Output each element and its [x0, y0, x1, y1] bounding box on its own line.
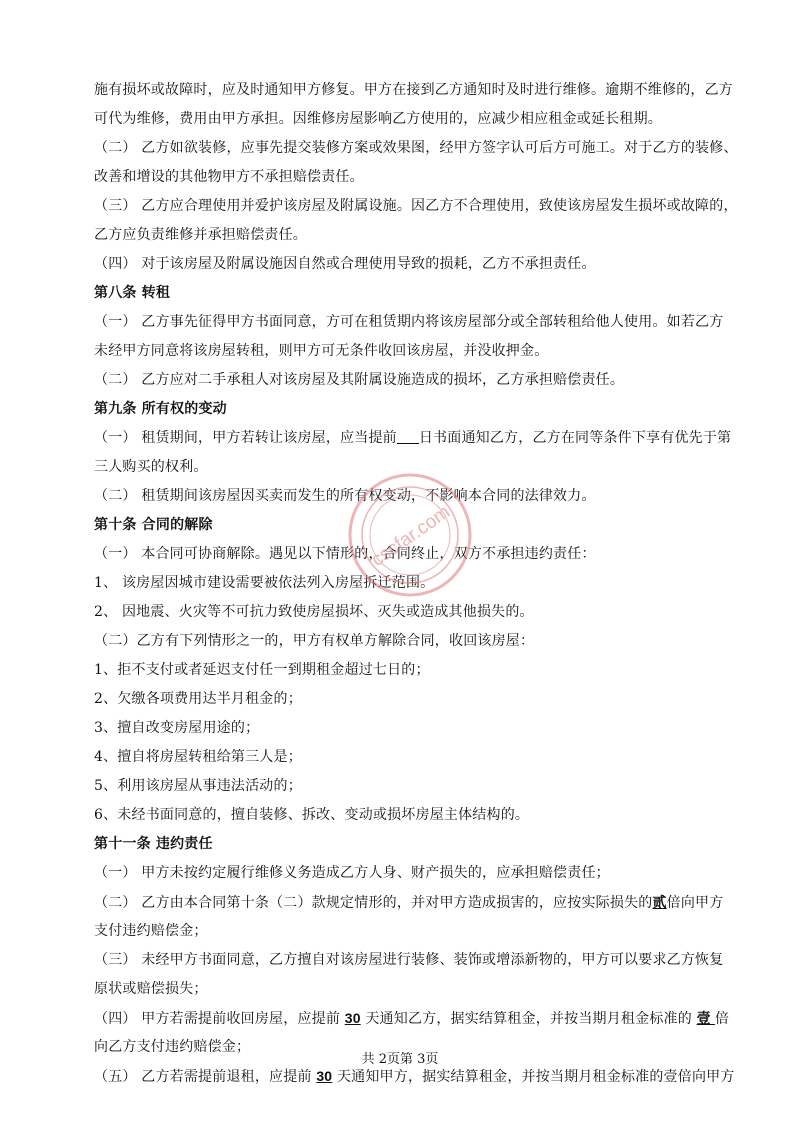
- paragraph-line: [94, 424, 732, 453]
- line-text: 原状或赔偿损失；: [94, 981, 208, 997]
- fill-in-blank: [397, 429, 419, 444]
- paragraph-line: [94, 946, 724, 975]
- line-text: 第八条 转租: [94, 285, 171, 301]
- line-text: 6、未经书面同意的，擅自装修、拆改、变动或损坏房屋主体结构的。: [94, 807, 530, 823]
- line-text: 2、 因地震、火灾等不可抗力致使房屋损坏、灭失或造成其他损失的。: [94, 604, 534, 620]
- line-text: （四） 对于该房屋及附属设施因自然或合理使用导致的损耗，乙方不承担责任。: [94, 256, 596, 272]
- paragraph-line: [94, 714, 712, 743]
- paragraph-line: [94, 337, 712, 366]
- line-text: 5、利用该房屋从事违法活动的；: [94, 778, 302, 794]
- paragraph-line: [94, 888, 724, 917]
- line-text: 倍向甲方: [666, 895, 724, 911]
- paragraph-line: [94, 975, 712, 1004]
- paragraph-line: [94, 743, 712, 772]
- line-text: 天通知甲方，据实结算租金，并按当期月租金标准的壹倍向甲方: [332, 1069, 735, 1085]
- line-text: （二） 乙方如欲装修，应事先提交装修方案或效果图，经甲方签字认可后方可施工。对于乙方的装修、: [94, 140, 738, 156]
- line-text: （二） 乙方由本合同第十条（二）款规定情形的，并对甲方造成损害的，应按实际损失的: [94, 895, 653, 911]
- paragraph-line: [94, 250, 712, 279]
- paragraph-line: [94, 540, 712, 569]
- page-footer: 共 2页第 3页: [361, 1052, 439, 1067]
- line-text: 2、欠缴各项费用达半月租金的；: [94, 691, 302, 707]
- underlined-value: 30: [316, 1068, 333, 1084]
- line-text: 3、擅自改变房屋用途的；: [94, 720, 260, 736]
- paragraph-line: [94, 627, 712, 656]
- paragraph-line: [94, 221, 712, 250]
- paragraph-line: [94, 453, 712, 482]
- paragraph-line: [94, 76, 733, 105]
- paragraph-line: [94, 859, 712, 888]
- paragraph-line: [94, 163, 712, 192]
- paragraph-line: [94, 598, 712, 627]
- underlined-value: 贰: [652, 894, 667, 910]
- paragraph-line: [94, 482, 712, 511]
- section-heading: [94, 279, 712, 308]
- line-text: 支付违约赔偿金；: [94, 923, 208, 939]
- line-text: （一） 本合同可协商解除。遇见以下情形的，合同终止，双方不承担违约责任：: [94, 546, 596, 562]
- section-heading: [94, 830, 712, 859]
- paragraph-line: [94, 772, 712, 801]
- line-text: （一） 乙方事先征得甲方书面同意，方可在租赁期内将该房屋部分或全部转租给他人使用。如若乙方: [94, 314, 724, 330]
- paragraph-line: [94, 1004, 730, 1033]
- svg-text:cscfar.com: cscfar.com: [367, 501, 455, 571]
- contract-body: [94, 76, 738, 1091]
- line-text: 向乙方支付违约赔偿金；: [94, 1039, 251, 1055]
- paragraph-line: [94, 917, 712, 946]
- line-text: （五） 乙方若需提前退租，应提前: [94, 1069, 317, 1085]
- line-text: 施有损坏或故障时，应及时通知甲方修复。甲方在接到乙方通知时及时进行维修。逾期不维修的，乙方: [94, 82, 733, 98]
- line-text: 第十一条 违约责任: [94, 836, 213, 852]
- line-text: 第九条 所有权的变动: [94, 401, 227, 417]
- line-text: （二）乙方有下列情形之一的，甲方有权单方解除合同，收回该房屋：: [94, 633, 535, 649]
- line-text: 可代为维修，费用由甲方承担。因维修房屋影响乙方使用的，应减少相应租金或延长租期。: [94, 111, 662, 127]
- paragraph-line: [94, 366, 712, 395]
- section-heading: [94, 511, 712, 540]
- line-text: 倍: [714, 1011, 730, 1027]
- paragraph-line: [94, 134, 738, 163]
- underlined-value: 壹: [696, 1010, 715, 1026]
- line-text: 日书面通知乙方，乙方在同等条件下享有优先于第: [418, 430, 732, 446]
- paragraph-line: [94, 105, 712, 134]
- paragraph-line: [94, 308, 724, 337]
- line-text: 第十条 合同的解除: [94, 517, 213, 533]
- paragraph-line: [94, 801, 712, 830]
- line-text: （三） 未经甲方书面同意，乙方擅自对该房屋进行装修、装饰或增添新物的，甲方可以要求乙方恢复: [94, 952, 724, 968]
- line-text: （一） 甲方未按约定履行维修义务造成乙方人身、财产损失的，应承担赔偿责任；: [94, 865, 610, 881]
- line-text: （四） 甲方若需提前收回房屋，应提前: [94, 1011, 345, 1027]
- line-text: （三） 乙方应合理使用并爱护该房屋及附属设施。因乙方不合理使用，致使该房屋发生损坏或故障的，: [94, 198, 738, 214]
- paragraph-line: [94, 192, 738, 221]
- line-text: 1、拒不支付或者延迟支付任一到期租金超过七日的；: [94, 662, 430, 678]
- paragraph-line: [94, 569, 712, 598]
- paragraph-line: [94, 685, 712, 714]
- paragraph-line: [94, 656, 712, 685]
- line-text: 天通知乙方，据实结算租金，并按当期月租金标准的: [360, 1011, 697, 1027]
- line-text: 乙方应负责维修并承担赔偿责任。: [94, 227, 307, 243]
- line-text: 改善和增设的其他物甲方不承担赔偿责任。: [94, 169, 364, 185]
- line-text: 三人购买的权利。: [94, 459, 208, 475]
- line-text: （二） 租赁期间该房屋因买卖而发生的所有权变动，不影响本合同的法律效力。: [94, 488, 596, 504]
- line-text: （二） 乙方应对二手承租人对该房屋及其附属设施造成的损坏，乙方承担赔偿责任。: [94, 372, 625, 388]
- line-text: （一） 租赁期间，甲方若转让该房屋，应当提前: [94, 430, 397, 446]
- line-text: 未经甲方同意将该房屋转租，则甲方可无条件收回该房屋，并没收押金。: [94, 343, 549, 359]
- underlined-value: 30: [344, 1010, 361, 1026]
- line-text: 4、擅自将房屋转租给第三人是；: [94, 749, 302, 765]
- line-text: 1、 该房屋因城市建设需要被依法列入房屋拆迁范围。: [94, 575, 435, 591]
- section-heading: [94, 395, 712, 424]
